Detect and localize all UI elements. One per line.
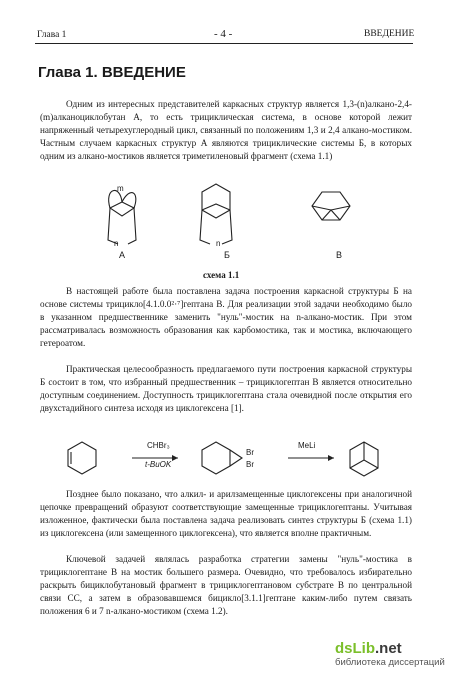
watermark-subtitle: библиотека диссертаций [335,657,445,668]
label-b: Б [224,250,230,260]
structure-c [312,192,350,220]
header-section: ВВЕДЕНИЕ [364,29,415,39]
page-title: Глава 1. ВВЕДЕНИЕ [38,64,186,81]
label-m: m [117,184,124,193]
label-br-1: Br [246,448,254,457]
paragraph-1: Одним из интересных представителей каркасных структур является 1,3-(n)алкано-2,4-(m)алканоциклобутан А, то есть трициклическая система, в основе которой лежит напряженный четырехуглеродный цикл, связанный по положениям 1,3 и 2,4 алкано-мостиком. Частным случаем каркасных структур А являются трициклические системы Б, в которых одним из алкано-мостиков является триметиленовый фрагмент (схема 1.1) [40,99,412,162]
reagent-meli: MeLi [298,441,316,450]
dibromocarbene-adduct [202,442,242,474]
paragraph-4: Позднее было показано, что алкил- и арилзамещенные циклогексены при аналогичной цепочке превращений образуют соответствующие замещенные трициклогептаны. Учитывая изложенное, фактически была поставлена задача реализовать синтез структуры Б (схема 1.1) из циклогексена (или замещенного циклогексена), что является вполне практичным. [40,489,412,539]
cyclohexene [68,442,96,474]
label-c: В [336,250,343,260]
watermark-site-b: .net [375,640,402,657]
scheme-1-1 [90,178,370,263]
tricycloheptane-product [350,442,378,476]
reaction-scheme [60,436,400,484]
paragraph-3: Практическая целесообразность предлагаемого пути построения каркасной структуры Б состоит в том, что избранный предшественник – трициклогептан В является относительно доступным соединением. Доступность трициклогептана стала очевидной после открытия его двухстадийного синтеза исходя из циклогексена [1]. [40,364,412,414]
paragraph-5: Ключевой задачей являлась разработка стратегии замены "нуль"-мостика в трициклогептане В на мостик большего размера. Очевидно, что требовалось избирательно раскрыть бициклобутановый фрагмент в трициклогептановом субстрате В по центральной связи СС, а затем в образовавшемся бицикло[3.1.1]гептане каким-либо путем связать положения 6 и 7 n-алкано-мостиком (схема 1.2). [40,554,412,617]
label-n-a: n [114,239,119,248]
paragraph-2: В настоящей работе была поставлена задача построения каркасной структуры Б на основе системы трицикло[4.1.0.0²·⁷]гептана В. Для реализации этой задачи необходимо было в указанном предшественнике заменить "нуль"-мостик на n-алкано-мостик. При этом рассматривалась возможность образования как карбомостика, так и мостика, включающего гетероатом. [40,286,412,349]
header-chapter: Глава 1 [37,30,67,40]
label-br-2: Br [246,460,254,469]
structure-b [200,184,232,244]
watermark-site-a: dsLib [335,640,375,657]
header-page-number: - 4 - [214,28,233,40]
scheme-1-1-caption: схема 1.1 [203,270,240,280]
structure-a [108,191,136,244]
watermark [335,640,445,668]
reagent-chbr3: CHBr₃ [147,441,170,450]
label-a: А [119,250,126,260]
header-rule [35,43,413,44]
reagent-tbuok: t-BuOK [145,460,172,469]
watermark-logo [335,640,445,657]
label-n-b: n [216,239,221,248]
